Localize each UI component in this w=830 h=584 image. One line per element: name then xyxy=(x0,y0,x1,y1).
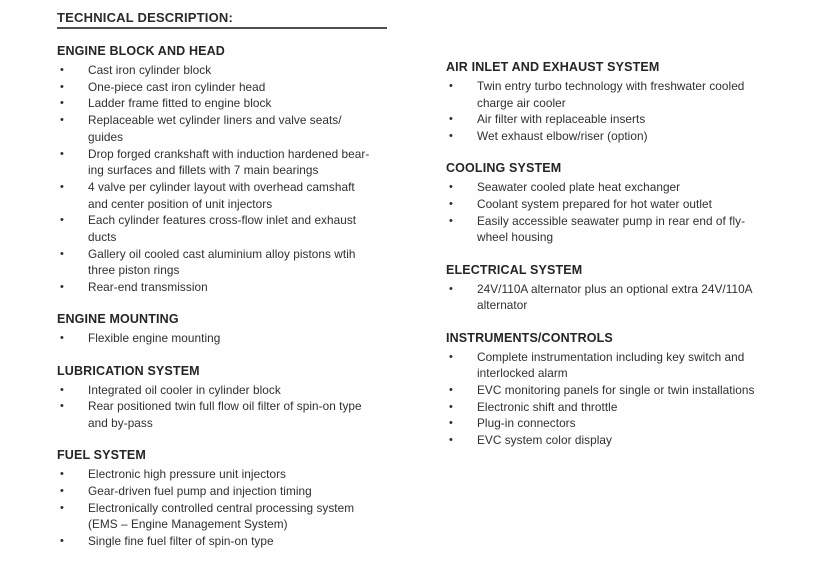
bullet-icon: • xyxy=(449,400,453,413)
bullet-icon: • xyxy=(60,64,64,76)
bullet-icon: • xyxy=(449,113,453,126)
bullet-item xyxy=(446,281,784,314)
bullet-line: 24V/110A alternator plus an optional extra 24V/110A xyxy=(477,281,753,296)
bullet-icon: • xyxy=(449,214,453,227)
bullet-text xyxy=(477,399,784,416)
bullet-line: Rear-end transmission xyxy=(88,280,208,295)
bullet-icon: • xyxy=(60,97,64,110)
bullet-text xyxy=(88,62,395,79)
bullet-line: Wet exhaust elbow/riser (option) xyxy=(477,129,648,144)
bullet-line: 4 valve per cylinder layout with overhead camshaft xyxy=(88,179,355,194)
bullet-icon: • xyxy=(449,417,453,430)
bullet-line: interlocked alarm xyxy=(477,366,568,381)
bullet-line: Plug-in connectors xyxy=(477,416,576,431)
bullet-icon: • xyxy=(449,130,453,143)
bullet-icon: • xyxy=(60,114,64,127)
bullet-text xyxy=(88,95,395,112)
bullet-text xyxy=(88,212,395,245)
bullet-text xyxy=(88,500,395,533)
bullet-item xyxy=(57,483,395,500)
bullet-icon: • xyxy=(60,214,64,227)
section-title: FUEL SYSTEM xyxy=(57,448,146,463)
bullet-line: Electronically controlled central processing system xyxy=(88,500,355,515)
bullet-icon: • xyxy=(60,484,64,497)
bullet-icon: • xyxy=(449,181,453,194)
bullet-line: Twin entry turbo technology with freshwater cooled xyxy=(477,79,745,93)
section xyxy=(446,263,784,314)
bullet-text xyxy=(477,415,784,432)
bullet-item xyxy=(446,179,784,196)
bullet-item xyxy=(446,415,784,432)
bullet-line: One-piece cast iron cylinder head xyxy=(88,79,266,94)
bullet-text xyxy=(477,349,784,382)
bullet-line: Electronic high pressure unit injectors xyxy=(88,467,287,482)
bullet-line: charge air cooler xyxy=(477,95,566,110)
section-title: COOLING SYSTEM xyxy=(446,161,562,176)
bullet-line: Seawater cooled plate heat exchanger xyxy=(477,180,681,195)
section xyxy=(57,364,395,432)
section xyxy=(57,44,395,296)
page-title: TECHNICAL DESCRIPTION: xyxy=(57,10,234,25)
bullet-icon: • xyxy=(60,281,64,294)
bullet-icon: • xyxy=(60,147,64,160)
section-title: ENGINE MOUNTING xyxy=(57,312,179,327)
section xyxy=(446,60,784,145)
section xyxy=(446,161,784,246)
bullet-line: Flexible engine mounting xyxy=(88,331,221,346)
bullet-item xyxy=(57,330,395,347)
bullet-icon: • xyxy=(449,282,453,295)
bullet-line: (EMS – Engine Management System) xyxy=(88,517,288,532)
bullet-line: Air filter with replaceable inserts xyxy=(477,112,646,127)
bullet-text xyxy=(88,483,395,500)
bullet-line: Coolant system prepared for hot water outlet xyxy=(477,197,712,212)
bullet-icon: • xyxy=(449,383,453,396)
bullet-line: guides xyxy=(88,129,124,144)
bullet-line: Cast iron cylinder block xyxy=(88,63,212,77)
bullet-line: ing surfaces and fillets with 7 main bearings xyxy=(88,163,319,178)
bullet-text xyxy=(88,382,395,399)
section-title: ELECTRICAL SYSTEM xyxy=(446,262,583,277)
document-header xyxy=(57,10,389,29)
left-column xyxy=(57,44,395,566)
bullet-item xyxy=(57,398,395,431)
bullet-item xyxy=(446,213,784,246)
bullet-text xyxy=(88,146,395,179)
bullet-item xyxy=(57,382,395,399)
section xyxy=(57,448,395,550)
bullet-line: three piston rings xyxy=(88,263,180,278)
bullet-icon: • xyxy=(60,468,64,481)
bullet-text xyxy=(477,179,784,196)
bullet-line: Integrated oil cooler in cylinder block xyxy=(88,382,281,397)
bullet-line: Complete instrumentation including key switch and xyxy=(477,349,745,364)
section xyxy=(446,331,784,449)
bullet-text xyxy=(477,128,784,145)
bullet-line: Easily accessible seawater pump in rear end of fly- xyxy=(477,213,746,228)
bullet-item xyxy=(57,533,395,550)
bullet-item xyxy=(57,246,395,279)
bullet-item xyxy=(446,78,784,111)
bullet-line: Rear positioned twin full flow oil filter of spin-on type xyxy=(88,399,362,414)
bullet-text xyxy=(477,281,784,314)
section-title: ENGINE BLOCK AND HEAD xyxy=(57,44,225,58)
bullet-item xyxy=(57,500,395,533)
bullet-item xyxy=(57,146,395,179)
bullet-item xyxy=(446,111,784,128)
bullet-item xyxy=(57,112,395,145)
bullet-icon: • xyxy=(60,180,64,193)
bullet-text xyxy=(477,213,784,246)
bullet-line: and by-pass xyxy=(88,415,153,430)
bullet-text xyxy=(88,330,395,347)
bullet-text xyxy=(88,466,395,483)
bullet-item xyxy=(57,179,395,212)
bullet-line: ducts xyxy=(88,230,117,245)
bullet-item xyxy=(446,128,784,145)
bullet-text xyxy=(88,398,395,431)
bullet-text xyxy=(88,279,395,296)
bullet-item xyxy=(57,466,395,483)
bullet-line: Replaceable wet cylinder liners and valve seats/ xyxy=(88,113,342,128)
bullet-item xyxy=(57,212,395,245)
bullet-item xyxy=(446,382,784,399)
bullet-icon: • xyxy=(60,80,64,93)
bullet-line: Gear-driven fuel pump and injection timing xyxy=(88,483,312,498)
bullet-text xyxy=(477,382,784,399)
bullet-line: Each cylinder features cross-flow inlet and exhaust xyxy=(88,213,357,228)
bullet-text xyxy=(477,196,784,213)
bullet-line: wheel housing xyxy=(477,230,554,245)
bullet-text xyxy=(88,533,395,550)
bullet-text xyxy=(88,179,395,212)
bullet-item xyxy=(446,196,784,213)
bullet-text xyxy=(477,111,784,128)
bullet-text xyxy=(477,432,784,449)
bullet-line: alternator xyxy=(477,298,528,313)
bullet-line: and center position of unit injectors xyxy=(88,196,273,211)
bullet-icon: • xyxy=(60,332,64,345)
bullet-icon: • xyxy=(449,350,453,363)
bullet-text xyxy=(88,112,395,145)
bullet-text xyxy=(477,78,784,111)
bullet-icon: • xyxy=(60,534,64,547)
bullet-item xyxy=(57,79,395,96)
bullet-item xyxy=(57,95,395,112)
bullet-icon: • xyxy=(60,400,64,413)
bullet-text xyxy=(88,79,395,96)
section-title: AIR INLET AND EXHAUST SYSTEM xyxy=(446,60,660,74)
bullet-icon: • xyxy=(449,434,453,447)
bullet-line: Drop forged crankshaft with induction hardened bear- xyxy=(88,146,370,161)
title-underline xyxy=(57,27,387,29)
bullet-icon: • xyxy=(60,247,64,260)
bullet-line: Gallery oil cooled cast aluminium alloy pistons wtih xyxy=(88,246,356,261)
bullet-line: EVC system color display xyxy=(477,433,612,448)
bullet-line: Single fine fuel filter of spin-on type xyxy=(88,533,274,548)
bullet-icon: • xyxy=(449,80,453,92)
section-title: INSTRUMENTS/CONTROLS xyxy=(446,330,613,345)
bullet-item xyxy=(57,279,395,296)
section-title: LUBRICATION SYSTEM xyxy=(57,363,200,378)
bullet-item xyxy=(446,399,784,416)
bullet-item xyxy=(57,62,395,79)
bullet-icon: • xyxy=(449,198,453,211)
right-column xyxy=(446,60,784,465)
bullet-icon: • xyxy=(60,383,64,396)
bullet-line: Ladder frame fitted to engine block xyxy=(88,96,272,111)
bullet-item xyxy=(446,432,784,449)
bullet-item xyxy=(446,349,784,382)
bullet-line: Electronic shift and throttle xyxy=(477,399,618,414)
bullet-icon: • xyxy=(60,501,64,514)
section xyxy=(57,312,395,347)
bullet-text xyxy=(88,246,395,279)
bullet-line: EVC monitoring panels for single or twin installations xyxy=(477,382,755,397)
